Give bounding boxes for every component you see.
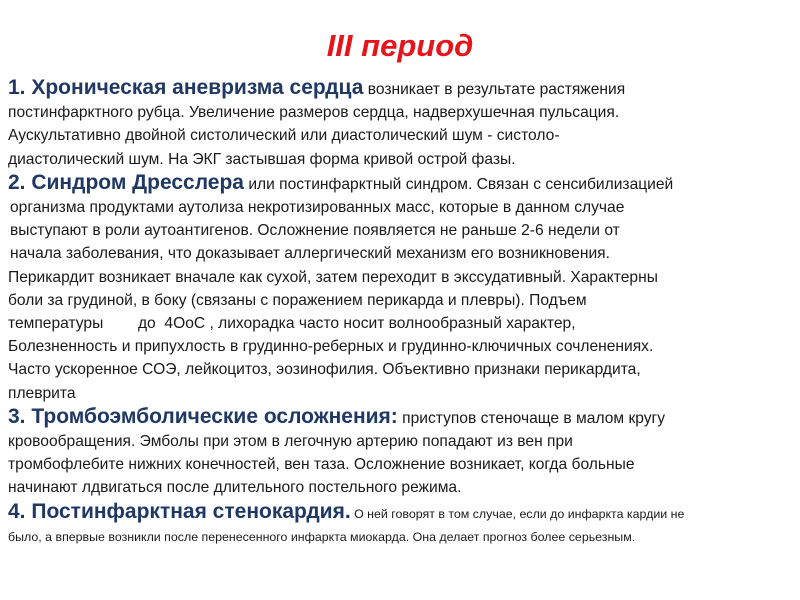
- section-heading: 3. Тромбоэмболические осложнения:: [8, 404, 398, 428]
- section-text: выступают в роли аутоантигенов. Осложнение появляется не раньше 2-6 недели от: [10, 222, 620, 240]
- section-text: начинают лдвигаться после длительного постельного режима.: [8, 479, 462, 497]
- section-chronic-aneurysm: [8, 76, 792, 171]
- section-text: организма продуктами аутолиза некротизированных масс, которые в данном случае: [10, 199, 625, 217]
- section-text: плеврита: [8, 384, 76, 402]
- section-text: было, а впервые возникли после перенесенного инфаркта миокарда. Она делает прогноз более серьезным.: [8, 529, 636, 544]
- slide-title: III период: [326, 28, 474, 63]
- section-text: кровообращения. Эмболы при этом в легочную артерию попадают из вен при: [8, 433, 573, 451]
- section-text: Аускультативно двойной систолический или диастолический шум - систоло-: [8, 127, 560, 145]
- section-text: диастолический шум. На ЭКГ застывшая форма кривой острой фазы.: [8, 150, 516, 168]
- section-text: Болезненность и припухлость в грудинно-реберных и грудинно-ключичных сочленениях.: [8, 338, 654, 356]
- section-heading: 2. Синдром Дресслера: [8, 170, 244, 194]
- section-text: боли за грудиной, в боку (связаны с поражением перикарда и плевры). Подъем: [8, 291, 587, 309]
- section-text: возникает в результате растяжения: [363, 81, 626, 98]
- slide-content: [8, 76, 792, 549]
- section-text: или постинфарктный синдром. Связан с сенсибилизацией: [243, 175, 674, 193]
- section-text: начала заболевания, что доказывает аллергический механизм его возникновения.: [10, 245, 610, 263]
- section-text: температуры до 4ОоС , лихорадка часто носит волнообразный характер,: [8, 315, 576, 333]
- section-text: постинфарктного рубца. Увеличение размеров сердца, надверхушечная пульсация.: [8, 104, 620, 122]
- section-heading: 4. Постинфарктная стенокардия.: [8, 499, 351, 523]
- section-text: Перикардит возникает вначале как сухой, затем переходит в экссудативный. Характерны: [8, 268, 658, 286]
- section-thromboembolic: [8, 405, 792, 500]
- section-text: О ней говорят в том случае, если до инфаркта кардии не: [350, 506, 685, 521]
- section-dressler-syndrome: [8, 171, 792, 405]
- section-text: приступов стеночаще в малом кругу: [397, 409, 666, 427]
- section-postinfarction-angina: [8, 500, 792, 549]
- section-heading: 1. Хроническая аневризма сердца: [8, 76, 364, 99]
- section-text: тромбофлебите нижних конечностей, вен таза. Осложнение возникает, когда больные: [8, 456, 635, 474]
- section-text: Часто ускоренное СОЭ, лейкоцитоз, эозинофилия. Объективно признаки перикардита,: [8, 361, 641, 379]
